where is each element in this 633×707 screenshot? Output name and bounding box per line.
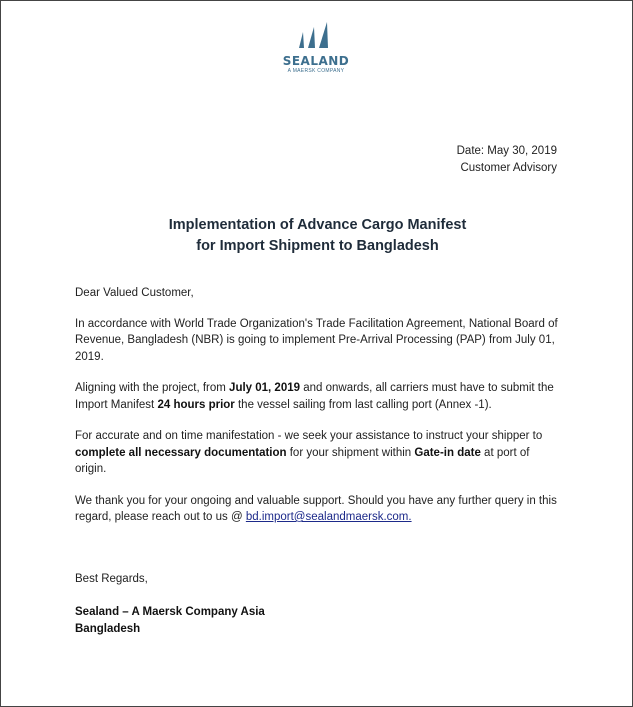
greeting: Dear Valued Customer, <box>75 287 194 299</box>
para2-text-3: the vessel sailing from last calling port (Annex -1). <box>234 398 492 411</box>
para4-text: We thank you for your ongoing and valuable support. Should you have any further query in this regard, please reach out to us @ <box>75 494 557 523</box>
letter-date: Date: May 30, 2019 <box>456 145 557 157</box>
signature-block <box>75 604 265 638</box>
para2-bold-date: July 01, 2019 <box>229 382 301 394</box>
sealand-logo <box>271 21 361 74</box>
logo-tagline: A MAERSK COMPANY <box>287 68 345 74</box>
para3-text-1: For accurate and on time manifestation - we seek your assistance to instruct your shipper to <box>75 430 543 442</box>
para3-bold-gatein: Gate-in date <box>414 446 481 459</box>
para2-bold-deadline: 24 hours prior <box>157 398 235 411</box>
letter-title <box>1 215 633 257</box>
title-line-1: Implementation of Advance Cargo Manifest <box>168 217 467 233</box>
para3-bold-docs: complete all necessary documentation <box>75 446 287 459</box>
para3-text-2: for your shipment within <box>286 446 415 459</box>
para3-text-3: at port of origin. <box>75 446 530 475</box>
title-line-2: for Import Shipment to Bangladesh <box>196 238 439 254</box>
signature-country: Bangladesh <box>75 623 141 635</box>
para2-text-1: Aligning with the project, from <box>75 382 230 394</box>
letter-body <box>75 285 561 541</box>
signature-company: Sealand – A Maersk Company Asia <box>75 606 265 618</box>
paragraph-4 <box>75 493 561 526</box>
sail-icon <box>293 21 339 51</box>
letter-meta <box>457 143 557 177</box>
para2-text-2: and onwards, all carriers must have to submit the Import Manifest <box>75 382 554 411</box>
logo-brand: SEALAND <box>282 54 350 68</box>
paragraph-3 <box>75 428 561 478</box>
contact-email-link[interactable]: bd.import@sealandmaersk.com. <box>245 511 412 523</box>
signoff: Best Regards, <box>75 573 148 585</box>
letter-category: Customer Advisory <box>460 162 557 174</box>
paragraph-1: In accordance with World Trade Organization's Trade Facilitation Agreement, National Board of Revenue, Bangladesh (NBR) is going to implement Pre-Arrival Processing (PAP) from July 01, 2019. <box>75 317 558 363</box>
paragraph-2 <box>75 380 561 413</box>
